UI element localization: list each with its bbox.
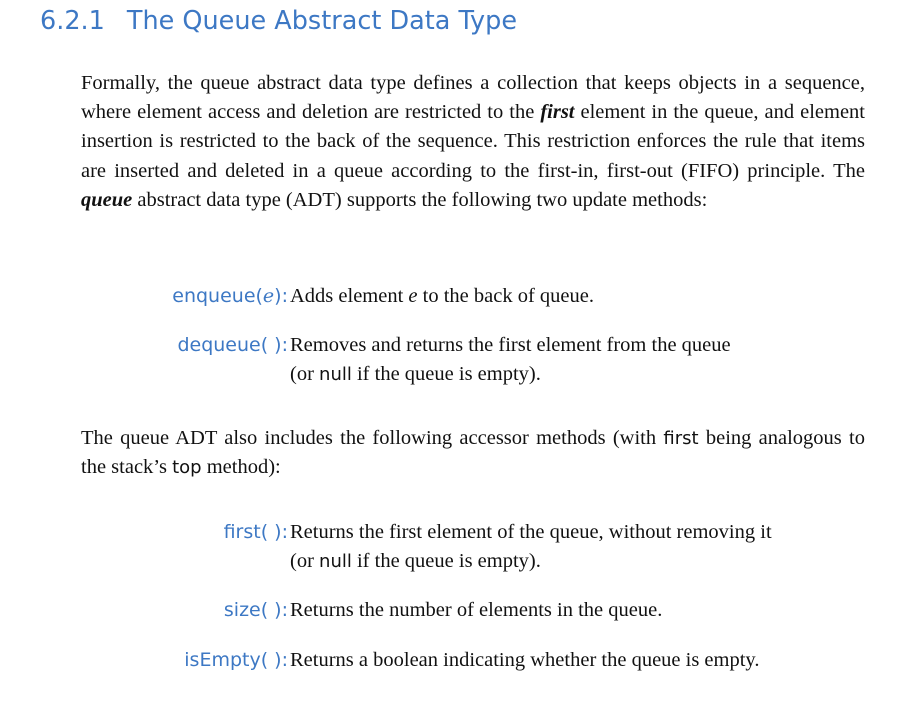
intro-emphasis-queue: queue bbox=[81, 188, 133, 211]
method-name-dequeue: dequeue( ): bbox=[177, 334, 288, 356]
method-name-isempty: isEmpty( ): bbox=[184, 649, 288, 671]
section-title: The Queue Abstract Data Type bbox=[126, 6, 518, 36]
method-name-first: first( ): bbox=[223, 521, 288, 543]
section-heading bbox=[40, 6, 517, 36]
method-desc-size: Returns the number of elements in the queue. bbox=[290, 599, 663, 621]
param-e: e bbox=[262, 285, 275, 307]
method-name-enqueue: enqueue(e): bbox=[172, 285, 288, 307]
accessor-intro-paragraph: The queue ADT also includes the following accessor methods (with first being analogous to the stack’s top method): bbox=[81, 427, 865, 479]
section-number: 6.2.1 bbox=[40, 6, 105, 36]
code-top: top bbox=[172, 457, 202, 479]
intro-text-2: element in the queue, and element insertion is restricted to the back of the sequence. This restriction enforces the rule that items are inserted and deleted in a queue according to the first-in, first-out (FIFO) principle. The bbox=[81, 101, 865, 182]
intro-text-1: Formally, the queue abstract data type defines a collection that keeps objects in a sequence, where element access and deletion are restricted to the bbox=[81, 72, 865, 124]
intro-paragraph bbox=[81, 69, 865, 215]
method-desc-isempty: Returns a boolean indicating whether the queue is empty. bbox=[290, 649, 760, 671]
code-first: first bbox=[663, 428, 699, 449]
method-desc-first: Returns the first element of the queue, without removing it (or null if the queue is empty). bbox=[290, 521, 772, 573]
intro-emphasis-first: first bbox=[540, 101, 575, 124]
intro-text-3: abstract data type (ADT) supports the following two update methods: bbox=[132, 188, 708, 211]
method-first bbox=[0, 518, 906, 573]
method-name-size: size( ): bbox=[223, 599, 288, 621]
method-enqueue bbox=[0, 282, 906, 312]
method-desc-enqueue: Adds element e to the back of queue. bbox=[290, 285, 594, 307]
method-dequeue bbox=[0, 331, 906, 386]
method-isempty bbox=[0, 646, 906, 676]
method-size bbox=[0, 596, 906, 626]
method-desc-dequeue: Removes and returns the first element from the queue (or null if the queue is empty). bbox=[290, 334, 731, 386]
